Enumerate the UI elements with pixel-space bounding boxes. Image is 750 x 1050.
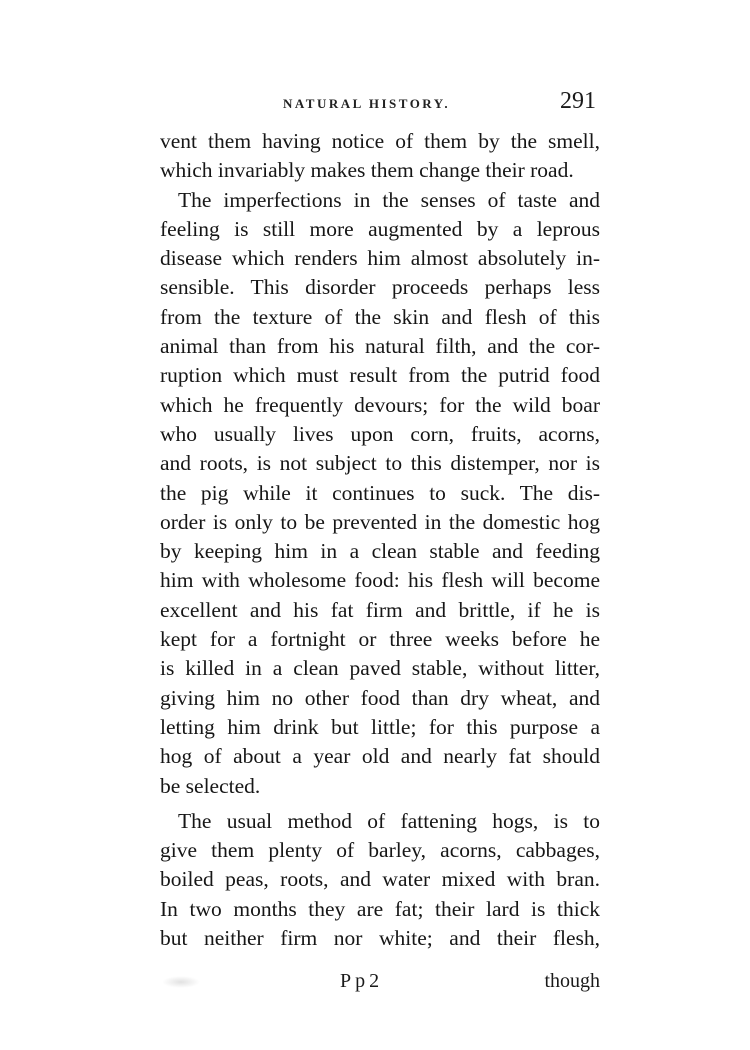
text-line: the pig while it continues to suck. The dis-	[160, 480, 600, 505]
text-line: sensible. This disorder proceeds perhaps less	[160, 275, 600, 300]
text-line: disease which renders him almost absolutely in-	[160, 246, 600, 271]
text-line: ruption which must result from the putrid food	[160, 363, 600, 388]
text-line: order is only to be prevented in the domestic hog	[160, 509, 600, 534]
text-line: In two months they are fat; their lard is thick	[160, 896, 600, 921]
text-line: which he frequently devours; for the wild boar	[160, 392, 600, 417]
text-line: kept for a fortnight or three weeks before he	[160, 627, 600, 652]
text-line: which invariably makes them change their road.	[160, 158, 574, 183]
text-line: feeling is still more augmented by a leprous	[160, 216, 600, 241]
text-line: The usual method of fattening hogs, is to	[178, 808, 600, 833]
body-text	[160, 127, 600, 953]
text-line: hog of about a year old and nearly fat should	[160, 744, 600, 769]
catchword: though	[544, 970, 600, 992]
text-line: be selected.	[160, 773, 261, 798]
text-line: by keeping him in a clean stable and feeding	[160, 539, 600, 564]
text-line: boiled peas, roots, and water mixed with bran.	[160, 867, 600, 892]
running-title: NATURAL HISTORY.	[283, 96, 451, 111]
text-line: him with wholesome food: his flesh will become	[160, 568, 600, 593]
text-line: animal than from his natural filth, and the cor-	[160, 334, 600, 359]
text-line: and roots, is not subject to this distemper, nor is	[160, 451, 600, 476]
text-line: give them plenty of barley, acorns, cabbages,	[160, 838, 600, 863]
text-line: giving him no other food than dry wheat, and	[160, 685, 600, 710]
ink-smudge	[162, 976, 200, 988]
signature-mark: Pp2	[340, 970, 384, 992]
text-line: letting him drink but little; for this purpose a	[160, 714, 600, 739]
page-footer	[160, 970, 600, 1000]
text-line: is killed in a clean paved stable, without litter,	[160, 656, 600, 681]
text-line: from the texture of the skin and flesh of this	[160, 304, 600, 329]
text-line: but neither firm nor white; and their flesh,	[160, 926, 600, 951]
text-line: The imperfections in the senses of taste and	[178, 187, 600, 212]
text-line: excellent and his fat firm and brittle, if he is	[160, 597, 600, 622]
page-number: 291	[560, 88, 596, 114]
text-line: who usually lives upon corn, fruits, acorns,	[160, 421, 600, 446]
text-line: vent them having notice of them by the smell,	[160, 129, 600, 153]
